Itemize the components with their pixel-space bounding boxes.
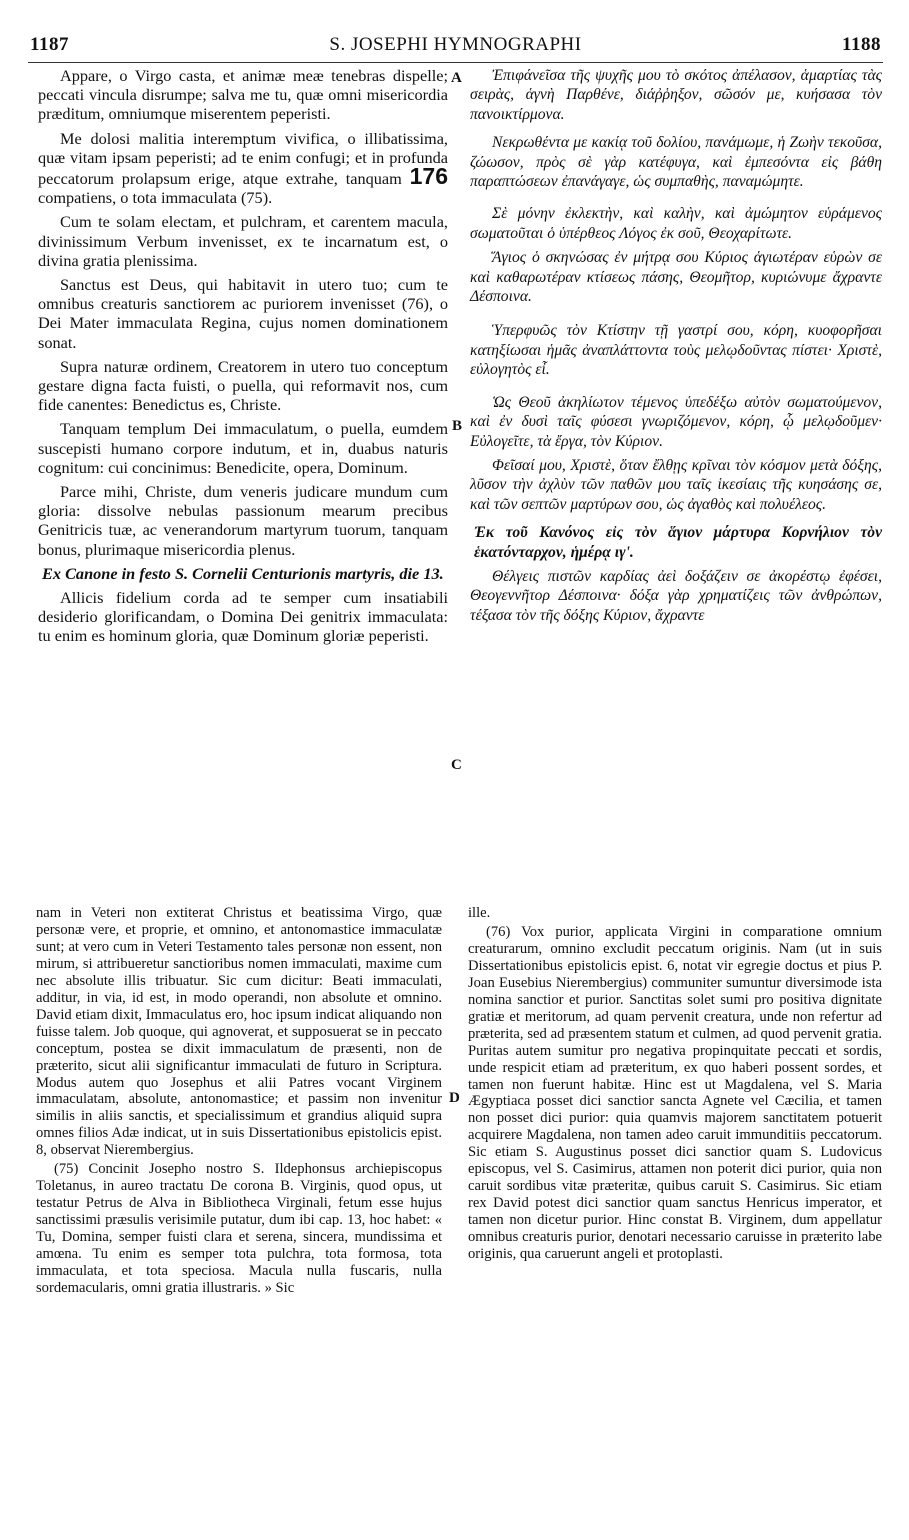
greek-paragraph: Ὑπερφυῶς τὸν Κτίστην τῇ γαστρί σου, κόρη, κυοφορῆσαι κατηξίωσαι ἡμᾶς ἀναπλάττοντα τοὺς μελῳδοῦντας πίστει· Χριστὲ, εὐλογητὸς εἶ. [470,322,882,379]
latin-paragraph: Supra naturæ ordinem, Creatorem in utero tuo conceptum gestare digna facta fuisti, o puella, qui reformavit nos, cum fide canentes: Benedictus es, Christe. [38,356,448,415]
column-number-left: 1187 [30,34,69,55]
latin-column [38,66,448,651]
latin-paragraph: Parce mihi, Christe, dum veneris judicare mundum cum gloria: dissolve nebulas passionum mearum precibus Genitricis tuæ, ac venerandorum martyrum tuorum, tanquam bonus, plurimaque misericordia plenus. [38,482,448,559]
footnotes-right [468,905,882,1265]
latin-paragraph: Cum te solam electam, et pulchram, et carentem macula, divinissimum Verbum invenisset, ex te incarnatum est, o divina gratia plenissima. [38,212,448,270]
page-header [30,34,881,60]
footnote-76: (76) Vox purior, applicata Virgini in comparatione omnium creaturarum, omnino excludit peccatum originis. Nam (ut in suis Dissertationibus epistolicis epist. 6, notat vir egregie doctus et pius P. Joan Eusebius Nierembergius) communiter sumuntur diversimode ista nomina sanctior et purior. Sanctitas solet sumi pro positiva dignitate gratiæ et meritorum, ad quam pervenit creatura, unde non refertur ad præterita, sed ad præsentem statum et culmen, ad quod pervenit gratia. Puritas autem sumitur pro negativa propinquitate peccati et sordis, unde respicit etiam ad præteritum, ex quo haberi possent sordes, et tamen non fuerunt habitæ. Hinc est ut Magdalena, vel S. Maria Ægyptiaca posset dici sanctior sancta Agnete vel Cæcilia, et tamen non posset dici purior: quia quamvis majorem sanctitatem potuerit acquirere Magdalena, non tamen adeo caruit immunditiis peccatorum. Sic etiam S. Augustinus posset dici sanctior quam S. Ludovicus episcopus, vel S. Casimirus, attamen non poterit dici purior, quia non caruit sordibus vitæ præteritæ, quibus caruit S. Casimirus. Sic etiam rex David potest dici sanctior quam sanctus Henricus imperator, et tamen non dicetur purior. Hinc constat B. Virginem, dum appellatur omnibus creaturis purior, denotari necessario caruisse in præterito labe originis, qua caruerunt angeli et protoplasti. [468,923,882,1263]
original-page-number: 176 [409,163,448,190]
latin-text: Me dolosi malitia interemptum vivifica, o illibatissima, quæ vitam ipsam peperisti; ad te enim confugi; et in profunda peccatorum prolapsum erige, atque extrahe, tanquam [38,128,448,189]
greek-column [470,66,882,630]
footnote-text: ille. [468,905,491,921]
margin-marker-d: D [449,1090,460,1106]
column-number-right: 1188 [842,34,881,55]
latin-section-heading: Ex Canone in festo S. Cornelii Centurionis martyris, die 13. [42,563,444,583]
greek-paragraph: Σὲ μόνην ἐκλεκτὴν, καὶ καλὴν, καὶ ἀμώμητον εὑράμενος σωματοῦται ὁ ὑπέρθεος Λόγος ἐκ σοῦ, Θεοχαρίτωτε. [470,205,882,242]
latin-text: compatiens, o tota immaculata (75). [38,188,273,208]
greek-paragraph: Ὡς Θεοῦ ἀκηλίωτον τέμενος ὑπεδέξω αὐτὸν σωματούμενον, καὶ ἐν δυσὶ ταῖς φύσεσι γνωριζόμενον, κόρη, ᾧ μελῳδοῦμεν· Εὐλογεῖτε, τὰ ἔργα, τὸν Κύριον. [470,393,882,450]
latin-paragraph: Allicis fidelium corda ad te semper cum insatiabili desiderio glorificandam, o Domina Dei genitrix immaculata: tu enim es hominum gloria, quæ Dominum gloriæ peperisti. [38,588,448,646]
footnote-text: nam in Veteri non extiterat Christus et beatissima Virgo, quæ personæ vere, et proprie, et omnino, et antonomastice immaculatæ sunt; at vero cum in Veteri Testamento tales personæ non essent, non mirum, si attribueretur sanctioribus nomen immaculati, maxime cum nec absolute illis tribuatur. Sic cum dicitur: Beati immaculati, additur, in via, id est, in modo operandi, non absolute et omnino. David etiam dixit, Immaculatus ero, hoc ipsum indicat aliquando non fuisse talem. Job quoque, qui agnoverat, et supposuerat se in peccato conceptum, postea se dixit immaculatum de præsenti, non de præterito, sicut alii significantur immaculati de futuro in Scriptura. Modus autem quo Josephus et alii Patres vocant Virginem immaculatam, absolute, antonomastice; et passim non invenitur similis in aliis sanctis, et specialissimum et grandius aliquid supra omnes filios Adæ indicat, ut in suis Dissertationibus epistolicis epist. 8, observat Nierembergius. [36,905,442,1159]
latin-paragraph: Tanquam templum Dei immaculatum, o puella, eumdem suscepisti humano corpore indutum, et in, duabus naturis cognitum: cui concinimus: Benedicite, opera, Dominum. [38,419,448,477]
greek-section-heading: Ἐκ τοῦ Κανόνος εἰς τὸν ἅγιον μάρτυρα Κορνήλιον τὸν ἑκατόνταρχον, ἡμέρᾳ ιγ'. [474,524,882,561]
greek-paragraph: Ἅγιος ὁ σκηνώσας ἐν μήτρᾳ σου Κύριος ἁγιωτέραν εὑρὼν σε καὶ καθαρωτέραν κτίσεως πάσης, Θεομῆτορ, κυριώνυμε ἄχραντε Δέσποινα. [470,249,882,306]
greek-paragraph: Θέλγεις πιστῶν καρδίας ἀεὶ δοξάζειν σε ἀκορέστῳ ἐφέσει, Θεογεννῆτορ Δέσποινα· δόξα γὰρ χρηματίζεις τῶν ἀνθρώπων, τέξασα τὸν τῆς δόξης Κύριον, ἄχραντε [470,567,882,624]
running-title: S. JOSEPHI HYMNOGRAPHI [329,34,582,55]
footnotes-left [36,905,442,1299]
margin-marker-b: B [452,418,463,434]
latin-paragraph: Sanctus est Deus, qui habitavit in utero tuo; cum te omnibus creaturis sanctiorem ac puriorem invenisset (76), o Dei Mater immaculata Regina, cujus nomen dominationem sonat. [38,275,448,352]
latin-paragraph: Appare, o Virgo casta, et animæ meæ tenebras dispelle; peccati vincula disrumpe; salva me tu, quæ omni misericordia præditum, omniumque miserentem peperisti. [38,66,448,124]
header-rule [28,62,883,63]
greek-paragraph: Ἐπιφάνεῖσα τῆς ψυχῆς μου τὸ σκότος ἀπέλασον, ἁμαρτίας τὰς σειρὰς, ἁγνὴ Παρθένε, διάῤῥηξον, σῶσόν με, κυήσασα τὸν πανοικτίρμονα. [470,67,882,123]
margin-marker-c: C [451,757,462,773]
margin-marker-a: A [451,70,462,86]
footnote-75: (75) Concinit Josepho nostro S. Ildephonsus archiepiscopus Toletanus, in aureo tractatu De corona B. Virginis, quod opus, ut testatur Petrus de Alva in Bibliotheca Virginali, fetum esse hujus sanctissimi præsulis verisimile putatur, dum ibi cap. 13, hoc habet: « Tu, Domina, semper fuisti clara et serena, sincera, mundissima et amœna. Tu enim es semper tota pulchra, tota formosa, tota immaculata, et tota speciosa. Macula nulla fuscaris, nulla sordemacularis, omni gratia illustraris. » Sic [36,1161,442,1296]
greek-paragraph: Νεκρωθέντα με κακίᾳ τοῦ δολίου, πανάμωμε, ἡ Ζωὴν τεκοῦσα, ζώωσον, πρὸς σὲ γὰρ κατέφυγα, καὶ ἐμπεσόντα εἰς βάθη παραπτώσεων ἐπανάγαγε, ὡς συμπαθὴς, παναμώμητε. [470,134,882,191]
latin-paragraph [38,129,448,208]
greek-paragraph: Φεῖσαί μου, Χριστὲ, ὅταν ἔλθῃς κρῖναι τὸν κόσμον μετὰ δόξης, λῦσον τὴν ἀχλὺν τῶν παθῶν μου ταῖς ἱκεσίαις τῆς κυησάσης σε, καὶ τῶν σεπτῶν μαρτύρων σου, ὡς ἀγαθὸς καὶ πολυέλεος. [470,456,882,513]
